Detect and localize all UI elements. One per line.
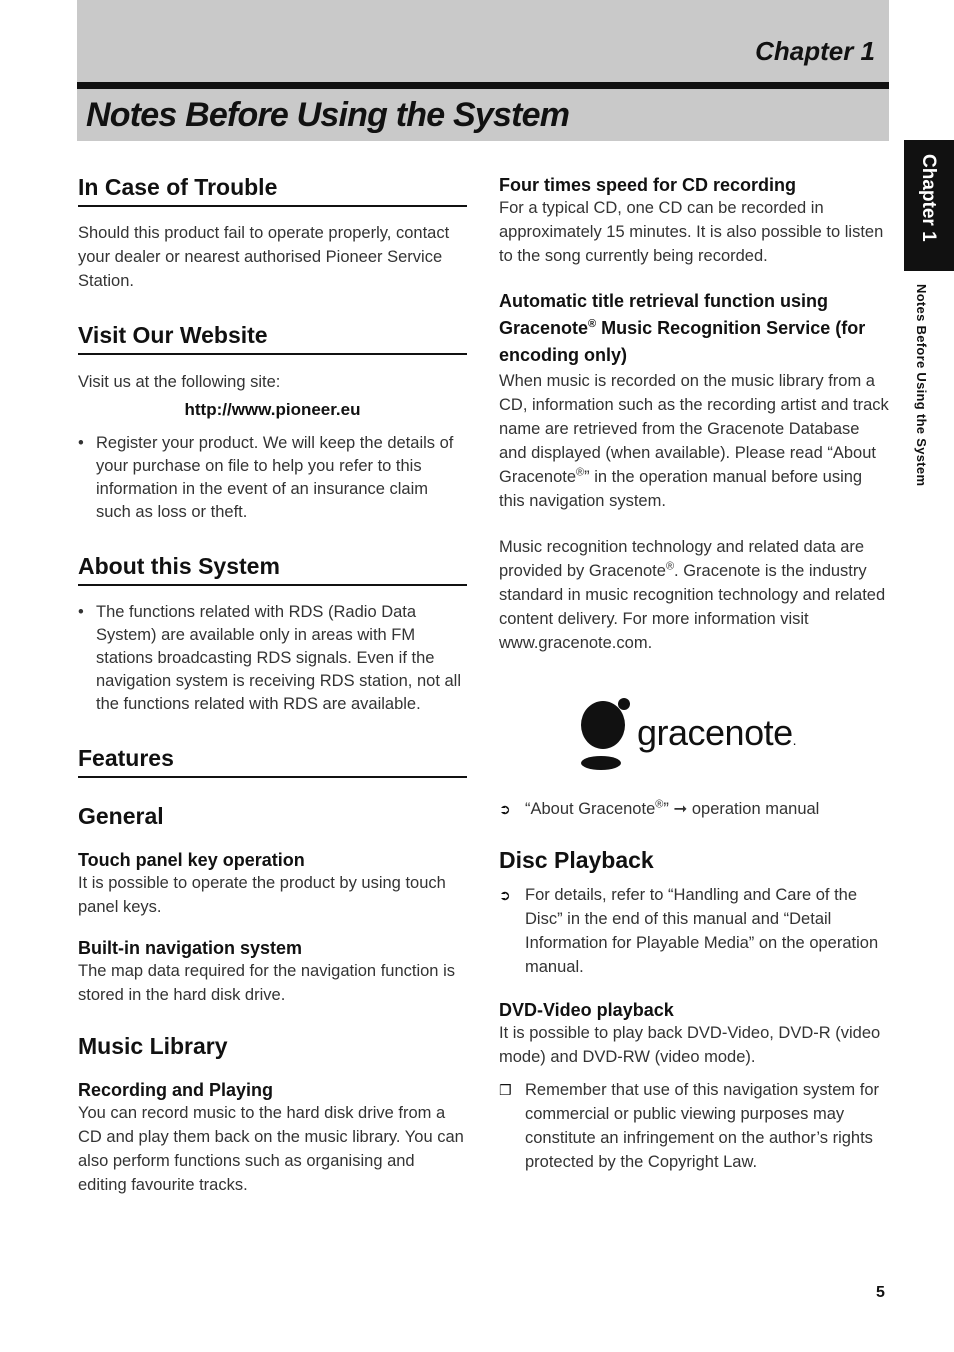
- dvd-title: DVD-Video playback: [499, 1000, 674, 1020]
- reference-part-a: “About Gracenote: [525, 800, 656, 818]
- touch-title: Touch panel key operation: [78, 850, 305, 870]
- auto-body-part-a: When music is recorded on the music library from a CD, information such as the recording artist and track name are retrieved from the Gracenote Database and displayed (when available). Please read “About Gracenote: [499, 372, 889, 486]
- side-chapter-tab: [904, 140, 954, 271]
- header-rule: [77, 82, 889, 89]
- registered-mark: ®: [588, 318, 597, 330]
- bullet-mark: •: [78, 603, 84, 621]
- registered-mark: ®: [665, 560, 675, 573]
- auto-title-part-a: Automatic title retrieval function using Gracenote: [499, 291, 829, 338]
- auto-title-part-b: Music Recognition Service (for encoding only): [499, 318, 866, 365]
- trouble-body: Should this product fail to operate properly, contact your dealer or nearest authorised Pioneer Service Station.: [78, 224, 450, 290]
- four-times-body: For a typical CD, one CD can be recorded in approximately 15 minutes. It is also possible to listen to the song currently being recorded.: [499, 199, 884, 265]
- wordmark-text: gracenote: [637, 712, 793, 753]
- auto-title-heading: [499, 288, 890, 369]
- disc-note-text: For details, refer to “Handling and Care of the Disc” in the end of this manual and “Detail Information for Playable Media” on the operation manual.: [525, 886, 879, 976]
- title-band: [77, 89, 889, 141]
- website-bullet-text: Register your product. We will keep the details of your purchase on file to help you refer to this information in the event of an insurance claim such as loss or theft.: [96, 434, 454, 521]
- wordmark-dot: .: [792, 732, 797, 748]
- chapter-label: Chapter 1: [755, 36, 875, 66]
- about-bullet-text: The functions related with RDS (Radio Data System) are available only in areas with FM stations broadcasting RDS signals. Even if the navigation system is receiving RDS station, not all the functions related with RDS are available.: [96, 603, 461, 713]
- nav-body: The map data required for the navigation function is stored in the hard disk drive.: [78, 962, 455, 1004]
- heading-website: Visit Our Website: [78, 314, 467, 355]
- heading-trouble: In Case of Trouble: [78, 166, 467, 207]
- arrow-marker-icon: ➲: [499, 887, 511, 903]
- touch-body: It is possible to operate the product by using touch panel keys.: [78, 874, 446, 916]
- recognition-part-b: . Gracenote is the industry standard in music recognition technology and related content delivery. For more information visit www.gracenote.com.: [499, 562, 886, 652]
- heading-music-library: Music Library: [78, 1033, 228, 1059]
- checkbox-marker-icon: ❒: [499, 1082, 512, 1098]
- recognition-body: [499, 535, 890, 655]
- website-url: http://www.pioneer.eu: [184, 400, 361, 419]
- disc-note: [499, 883, 890, 979]
- reference-note-text: [525, 797, 819, 821]
- four-times-title: Four times speed for CD recording: [499, 175, 797, 195]
- copyright-warning: [499, 1078, 890, 1174]
- gracenote-g-icon: [579, 695, 635, 771]
- gracenote-logo: [579, 693, 890, 773]
- side-tab-label: Chapter 1: [918, 154, 939, 242]
- nav-title: Built-in navigation system: [78, 938, 303, 958]
- side-running-title: Notes Before Using the System: [914, 284, 929, 487]
- auto-body-part-b: ” in the operation manual before using this navigation system.: [499, 468, 863, 510]
- auto-title-body: [499, 369, 890, 513]
- heading-general: General: [78, 803, 164, 829]
- dvd-body: It is possible to play back DVD-Video, DVD-R (video mode) and DVD-RW (video mode).: [499, 1024, 881, 1066]
- rec-title: Recording and Playing: [78, 1080, 274, 1100]
- page-number: 5: [876, 1284, 885, 1301]
- reference-part-b: ” ➞ operation manual: [663, 800, 820, 818]
- recognition-part-a: Music recognition technology and related data are provided by Gracenote: [499, 538, 865, 580]
- page-title: Notes Before Using the System: [86, 96, 570, 134]
- heading-features: Features: [78, 737, 467, 778]
- arrow-marker-icon: ➲: [499, 801, 511, 817]
- reference-note: [499, 797, 890, 821]
- registered-mark: ®: [576, 466, 585, 479]
- list-item: [78, 432, 467, 524]
- list-item: [78, 601, 467, 716]
- chapter-header-band: [77, 0, 889, 82]
- gracenote-wordmark: [637, 712, 796, 754]
- heading-disc-playback: Disc Playback: [499, 847, 654, 873]
- left-column: [78, 166, 467, 1197]
- copyright-warning-text: Remember that use of this navigation system for commercial or public viewing purposes may constitute an infringement on the author’s rights protected by the Copyright Law.: [525, 1081, 879, 1171]
- heading-about: About this System: [78, 545, 467, 586]
- bullet-mark: •: [78, 434, 84, 452]
- right-column: [499, 166, 890, 1174]
- rec-body: You can record music to the hard disk drive from a CD and play them back on the music library. You can also perform functions such as organising and editing favourite tracks.: [78, 1104, 464, 1194]
- registered-mark: ®: [655, 798, 664, 811]
- website-intro: Visit us at the following site:: [78, 373, 281, 391]
